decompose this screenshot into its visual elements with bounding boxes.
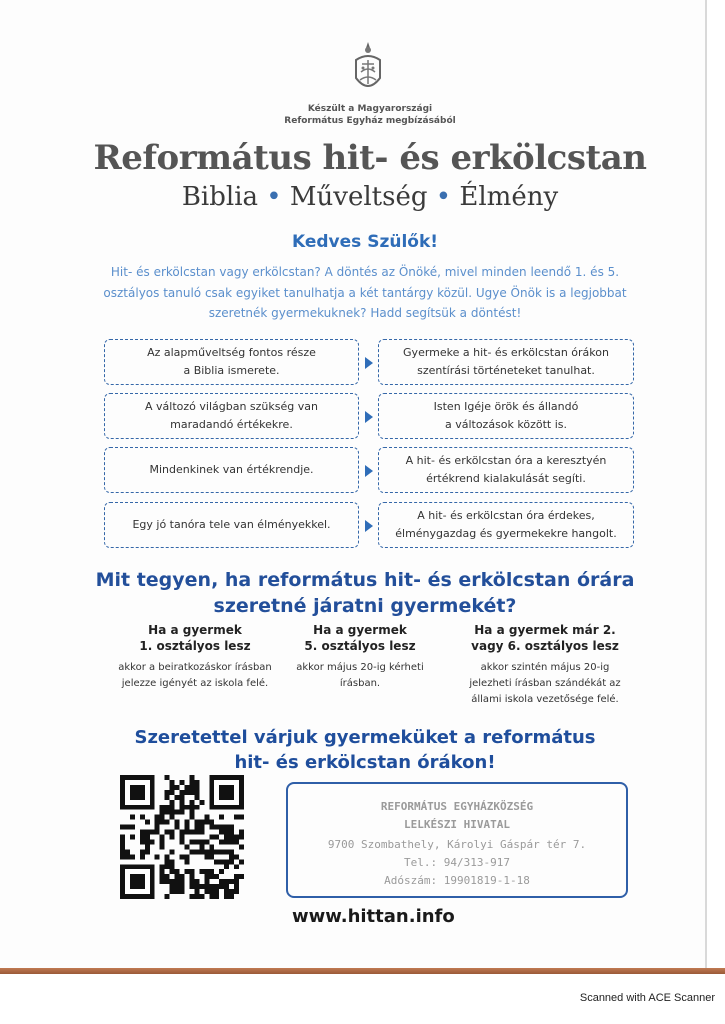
commission-line-1: Készült a Magyarországi — [307, 104, 433, 114]
church-crest-icon — [348, 38, 388, 98]
option-grade-1: Ha a gyermek 1. osztályos lesz akkor a beiratkozáskor írásban jelezze igényét az iskola felé. — [118, 623, 272, 689]
option-grade-5: Ha a gyermek 5. osztályos lesz akkor május 20-ig kérheti írásban. — [296, 623, 424, 689]
intro-line: Hit- és erkölcstan vagy erkölcstan? A döntés az Önöké, mivel minden leendő 1. és 5. — [110, 265, 620, 279]
commission-note — [250, 103, 490, 127]
stamp-line-parish: REFORMÁTUS EGYHÁZKÖZSÉG — [380, 800, 534, 813]
intro-line: osztályos tanuló csak egyiket tanulhatja a két tantárgy közül. Ugye Önök is a legjobbat — [103, 285, 627, 300]
closing-heading: Szeretettel várjuk gyermeküket a református hit- és erkölcstan órákon! — [134, 727, 596, 773]
benefit-card: Gyermeke a hit- és erkölcstan órákon szentírási történeteket tanulhat. — [378, 339, 634, 385]
website-link[interactable]: www.hittan.info — [292, 906, 455, 927]
argument-card: Mindenkinek van értékrendje. — [104, 447, 359, 493]
stamp-line-address: 9700 Szombathely, Károlyi Gáspár tér 7. — [327, 838, 587, 851]
subtitle-biblia: Biblia — [181, 182, 259, 212]
subtitle-muveltseg: Műveltség — [289, 182, 428, 212]
stamp-line-office: LELKÉSZI HIVATAL — [404, 818, 510, 831]
benefit-card: A hit- és erkölcstan óra érdekes, élménygazdag és gyermekekre hangolt. — [378, 502, 634, 548]
intro-line: szeretnék gyermekuknek? Hadd segítsük a döntést! — [208, 306, 522, 320]
stamp-line-phone: Tel.: 94/313-917 — [404, 856, 510, 869]
intro-paragraph — [100, 262, 630, 324]
argument-card: Egy jó tanóra tele van élményekkel. — [104, 502, 359, 548]
scanner-watermark: Scanned with ACE Scanner — [579, 992, 715, 1004]
greeting-heading: Kedves Szülők! — [291, 232, 439, 252]
bullet-separator: • — [435, 182, 452, 212]
question-heading: Mit tegyen, ha református hit- és erkölcstan órára szeretné járatni gyermekét? — [95, 569, 635, 617]
subtitle-elmeny: Élmény — [459, 182, 559, 212]
benefit-card: A hit- és erkölcstan óra a keresztyén értékrend kialakulását segíti. — [378, 447, 634, 493]
option-grade-2-6: Ha a gyermek már 2. vagy 6. osztályos lesz akkor szintén május 20-ig jelezheti írásban szándékát az állami iskola vezetősége felé. — [469, 623, 621, 705]
page-title: Református hit- és erkölcstan — [93, 138, 647, 178]
arrow-right-icon — [365, 465, 373, 477]
benefit-card: Isten Igéje örök és állandó a változások között is. — [378, 393, 634, 439]
arrow-right-icon — [365, 357, 373, 369]
qr-code[interactable] — [120, 775, 244, 899]
arrow-right-icon — [365, 411, 373, 423]
argument-card: A változó világban szükség van maradandó értékekre. — [104, 393, 359, 439]
argument-card: Az alapműveltség fontos része a Biblia ismerete. — [104, 339, 359, 385]
stamp-line-taxnumber: Adószám: 19901819-1-18 — [384, 874, 530, 887]
arrow-right-icon — [365, 520, 373, 532]
parish-stamp-box — [286, 782, 628, 898]
scan-background-edge — [0, 968, 725, 974]
bullet-separator: • — [266, 182, 282, 212]
subtitle — [100, 182, 640, 212]
commission-line-2: Református Egyház megbízásából — [284, 116, 456, 126]
